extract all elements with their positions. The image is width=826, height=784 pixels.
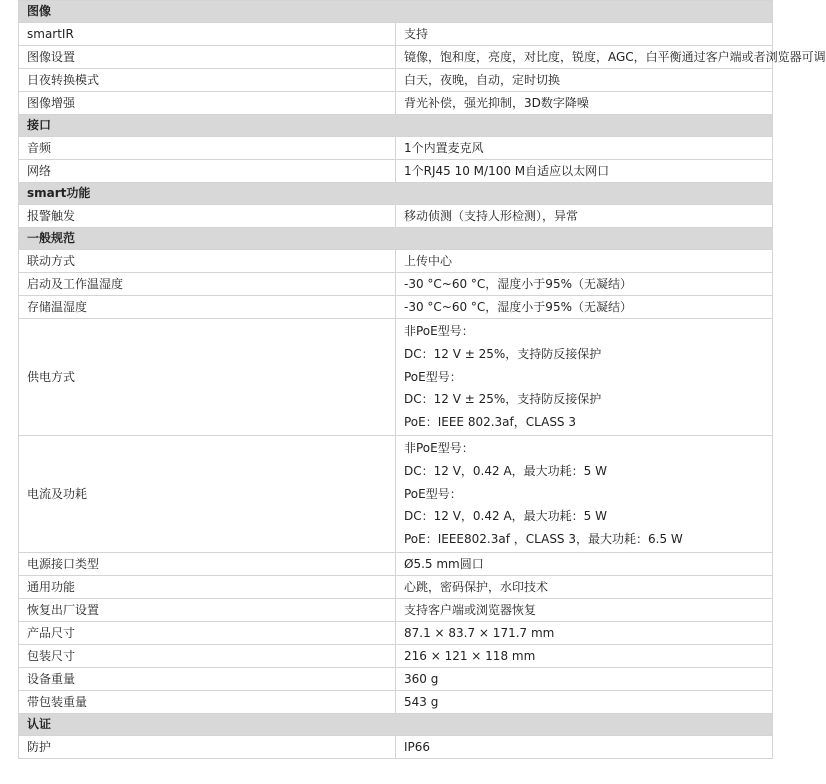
section-header: [19, 183, 773, 205]
spec-value-line: PoE型号：: [404, 486, 462, 501]
spec-value: [396, 319, 773, 436]
spec-value: 543 g: [396, 690, 773, 713]
spec-value: -30 °C~60 °C，湿度小于95%（无凝结）: [396, 273, 773, 296]
spec-row: [19, 92, 773, 115]
spec-row: [19, 735, 773, 758]
spec-value-line: PoE：IEEE802.3af ，CLASS 3，最大功耗：6.5 W: [404, 532, 683, 547]
spec-row: [19, 296, 773, 319]
spec-label: 图像增强: [19, 92, 396, 115]
spec-value: -30 °C~60 °C，湿度小于95%（无凝结）: [396, 296, 773, 319]
spec-value: 支持客户端或浏览器恢复: [396, 598, 773, 621]
spec-label: 启动及工作温湿度: [19, 273, 396, 296]
spec-row: [19, 160, 773, 183]
spec-value: IP66: [396, 735, 773, 758]
spec-value: [396, 435, 773, 552]
section-header: [19, 1, 773, 23]
spec-label: 供电方式: [19, 319, 396, 436]
spec-value: 216 × 121 × 118 mm: [396, 644, 773, 667]
spec-label: 音频: [19, 137, 396, 160]
spec-label: 报警触发: [19, 205, 396, 228]
spec-row: [19, 435, 773, 552]
spec-row: [19, 621, 773, 644]
spec-table: [18, 0, 826, 759]
spec-row: [19, 137, 773, 160]
spec-label: 存储温湿度: [19, 296, 396, 319]
spec-label: smartIR: [19, 23, 396, 46]
spec-value-line: DC：12 V，0.42 A，最大功耗：5 W: [404, 463, 607, 478]
spec-label: 防护: [19, 735, 396, 758]
spec-label: 设备重量: [19, 667, 396, 690]
spec-value: 上传中心: [396, 250, 773, 273]
spec-value-line: PoE型号：: [404, 369, 462, 384]
section-header: [19, 228, 773, 250]
spec-value-line: 非PoE型号：: [404, 440, 474, 455]
spec-value-line: PoE：IEEE 802.3af，CLASS 3: [404, 415, 576, 430]
spec-value: Ø5.5 mm圆口: [396, 552, 773, 575]
spec-row: [19, 69, 773, 92]
spec-label: 日夜转换模式: [19, 69, 396, 92]
spec-label: 电流及功耗: [19, 435, 396, 552]
spec-label: 联动方式: [19, 250, 396, 273]
spec-row: [19, 552, 773, 575]
section-title: smart功能: [19, 183, 773, 205]
spec-row: [19, 598, 773, 621]
spec-value: 移动侦测（支持人形检测），异常: [396, 205, 773, 228]
spec-value-line: DC：12 V ± 25%，支持防反接保护: [404, 346, 602, 361]
spec-row: [19, 205, 773, 228]
spec-row: [19, 23, 773, 46]
spec-label: 产品尺寸: [19, 621, 396, 644]
spec-row: [19, 644, 773, 667]
spec-value: 支持: [396, 23, 773, 46]
spec-label: 带包装重量: [19, 690, 396, 713]
spec-value: 背光补偿，强光抑制，3D数字降噪: [396, 92, 773, 115]
spec-row: [19, 319, 773, 436]
spec-row: [19, 46, 773, 69]
section-title: 接口: [19, 115, 773, 137]
spec-value: 镜像，饱和度，亮度，对比度，锐度，AGC，白平衡通过客户端或者浏览器可调: [396, 46, 773, 69]
spec-label: 电源接口类型: [19, 552, 396, 575]
spec-value-line: DC：12 V，0.42 A，最大功耗：5 W: [404, 509, 607, 524]
section-title: 图像: [19, 1, 773, 23]
spec-row: [19, 575, 773, 598]
section-header: [19, 713, 773, 735]
spec-label: 通用功能: [19, 575, 396, 598]
spec-row: [19, 250, 773, 273]
spec-value: 白天，夜晚，自动，定时切换: [396, 69, 773, 92]
spec-value: 360 g: [396, 667, 773, 690]
section-title: 一般规范: [19, 228, 773, 250]
spec-value-line: 非PoE型号：: [404, 324, 474, 338]
spec-row: [19, 667, 773, 690]
spec-value: 87.1 × 83.7 × 171.7 mm: [396, 621, 773, 644]
spec-label: 图像设置: [19, 46, 396, 69]
spec-row: [19, 273, 773, 296]
spec-label: 恢复出厂设置: [19, 598, 396, 621]
spec-value: 心跳，密码保护，水印技术: [396, 575, 773, 598]
spec-value: 1个内置麦克风: [396, 137, 773, 160]
spec-value: 1个RJ45 10 M/100 M自适应以太网口: [396, 160, 773, 183]
spec-row: [19, 690, 773, 713]
spec-value-line: DC：12 V ± 25%，支持防反接保护: [404, 392, 602, 407]
section-header: [19, 115, 773, 137]
spec-label: 网络: [19, 160, 396, 183]
section-title: 认证: [19, 713, 773, 735]
spec-label: 包装尺寸: [19, 644, 396, 667]
